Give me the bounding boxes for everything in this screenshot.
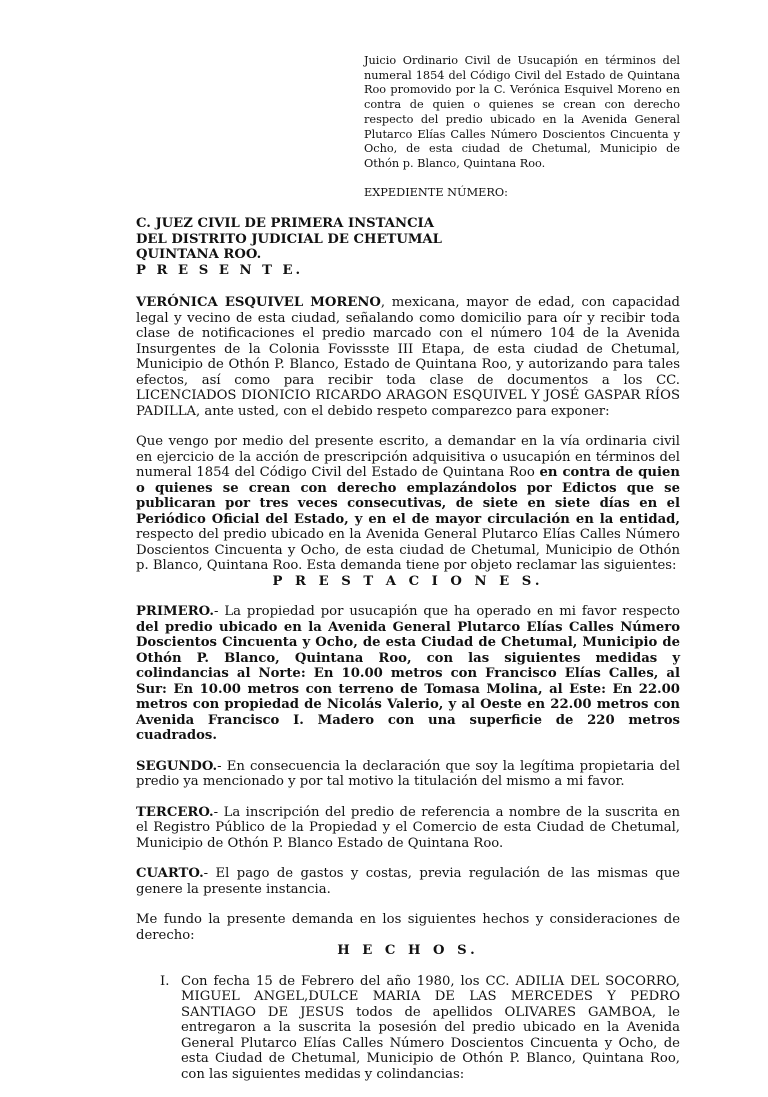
addressee-line-4: P R E S E N T E. — [136, 262, 304, 278]
cuarto-paragraph — [136, 866, 680, 897]
tercero-label: TERCERO. — [136, 804, 214, 820]
intro-text: , mexicana, mayor de edad, con capacidad legal y vecino de esta ciudad, señalando como domicilio para oír y recibir toda clase de notificaciones el predio marcado con el número 104 de la Avenida Insurgentes de la Colonia Fovissste III Etapa, de esta ciudad de Chetumal, Municipio de Othón P. Blanco, Estado de Quintana Roo, y autorizando para tales efectos, así como para recibir toda clase de documentos a los CC. LICENCIADOS DIONICIO RICARDO ARAGON ESQUIVEL Y JOSÉ GASPAR RÍOS PADILLA, ante usted, con el debido respeto comparezco para exponer: — [136, 295, 680, 419]
addressee-line-3: QUINTANA ROO. — [136, 247, 262, 262]
segundo-paragraph — [136, 759, 680, 790]
fundo-paragraph: Me fundo la presente demanda en los siguientes hechos y consideraciones de derecho: — [136, 912, 680, 943]
expediente-label: EXPEDIENTE NÚMERO: — [364, 185, 508, 199]
segundo-label: SEGUNDO. — [136, 758, 218, 774]
primero-label: PRIMERO. — [136, 604, 214, 619]
demand-paragraph — [136, 434, 680, 574]
plaintiff-name: VERÓNICA ESQUIVEL MORENO — [136, 295, 381, 310]
hechos-list — [136, 974, 680, 1083]
addressee-line-1: C. JUEZ CIVIL DE PRIMERA INSTANCIA — [136, 216, 434, 231]
cuarto-label: CUARTO. — [136, 866, 204, 881]
prestaciones-title: P R E S T A C I O N E S. — [272, 573, 544, 589]
tercero-text: - La inscripción del predio de referencia a nombre de la suscrita en el Registro Público de la Propiedad y el Comercio de esta Ciudad de Chetumal, Municipio de Othón P. Blanco Estado de Quintana Roo. — [136, 804, 680, 851]
segundo-text: - En consecuencia la declaración que soy la legítima propietaria del predio ya mencionado y por tal motivo la titulación del mismo a mi favor. — [136, 758, 680, 789]
primero-text: - La propiedad por usucapión que ha operado en mi favor respecto — [213, 604, 680, 619]
case-summary: Juicio Ordinario Civil de Usucapión en términos del numeral 1854 del Código Civil del Estado de Quintana Roo promovido por la C. Verónica Esquivel Moreno en contra de quien o quienes se crean con derecho respecto del predio ubicado en la Avenida General Plutarco Elías Calles Número Doscientos Cincuenta y Ocho, de esta ciudad de Chetumal, Municipio de Othón p. Blanco, Quintana Roo. — [364, 54, 680, 170]
hecho-number: I. — [160, 973, 170, 989]
primero-paragraph — [136, 604, 680, 744]
addressee-block — [136, 216, 680, 278]
tercero-paragraph — [136, 805, 680, 852]
hechos-title: H E C H O S. — [337, 943, 479, 958]
document-body — [136, 216, 680, 1097]
addressee-line-2: DEL DISTRITO JUDICIAL DE CHETUMAL — [136, 231, 442, 247]
demand-text-1: Que vengo por medio del presente escrito, a demandar en la vía ordinaria civil en ejercicio de la acción de prescripción adquisitiva o usucapión en términos del numeral 1854 del Código Civil del Estado de Quintana Roo — [136, 434, 680, 480]
demand-bold-text: en contra de quien o quienes se crean con derecho emplazándolos por Edictos que se publicaran por tres veces consecutivas, de siete en siete días en el Periódico Oficial del Estado, y en el de mayor circulación en la entidad, — [136, 465, 680, 527]
hecho-item-text: Con fecha 15 de Febrero del año 1980, los CC. ADILIA DEL SOCORRO, MIGUEL ANGEL,DULCE MARIA DE LAS MERCEDES Y PEDRO SANTIAGO DE JESUS todos de apellidos OLIVARES GAMBOA, le entregaron a la suscrita la posesión del predio ubicado en la Avenida General Plutarco Elías Calles Número Doscientos Cincuenta y Ocho, de esta Ciudad de Chetumal, Municipio de Othón P. Blanco, Quintana Roo, con las siguientes medidas y colindancias: — [181, 973, 680, 1082]
cuarto-text: - El pago de gastos y costas, previa regulación de las mismas que genere la presente instancia. — [136, 866, 680, 897]
intro-paragraph — [136, 295, 680, 419]
primero-bold-text: del predio ubicado en la Avenida General Plutarco Elías Calles Número Doscientos Cincuenta y Ocho, de esta Ciudad de Chetumal, Municipio de Othón P. Blanco, Quintana Roo, con las siguientes medidas y colindancias al Norte: En 10.00 metros con Francisco Elías Calles, al Sur: En 10.00 metros con terreno de Tomasa Molina, al Este: En 22.00 metros con propiedad de Nicolás Valerio, y al Oeste en 22.00 metros con Avenida Francisco I. Madero con una superficie de 220 metros cuadrados. — [136, 619, 680, 743]
case-heading — [364, 54, 680, 200]
demand-text-2: respecto del predio ubicado en la Avenida General Plutarco Elías Calles Número Doscientos Cincuenta y Ocho, de esta ciudad de Chetumal, Municipio de Othón p. Blanco, Quintana Roo. Esta demanda tiene por objeto reclamar las siguientes: — [136, 527, 680, 573]
